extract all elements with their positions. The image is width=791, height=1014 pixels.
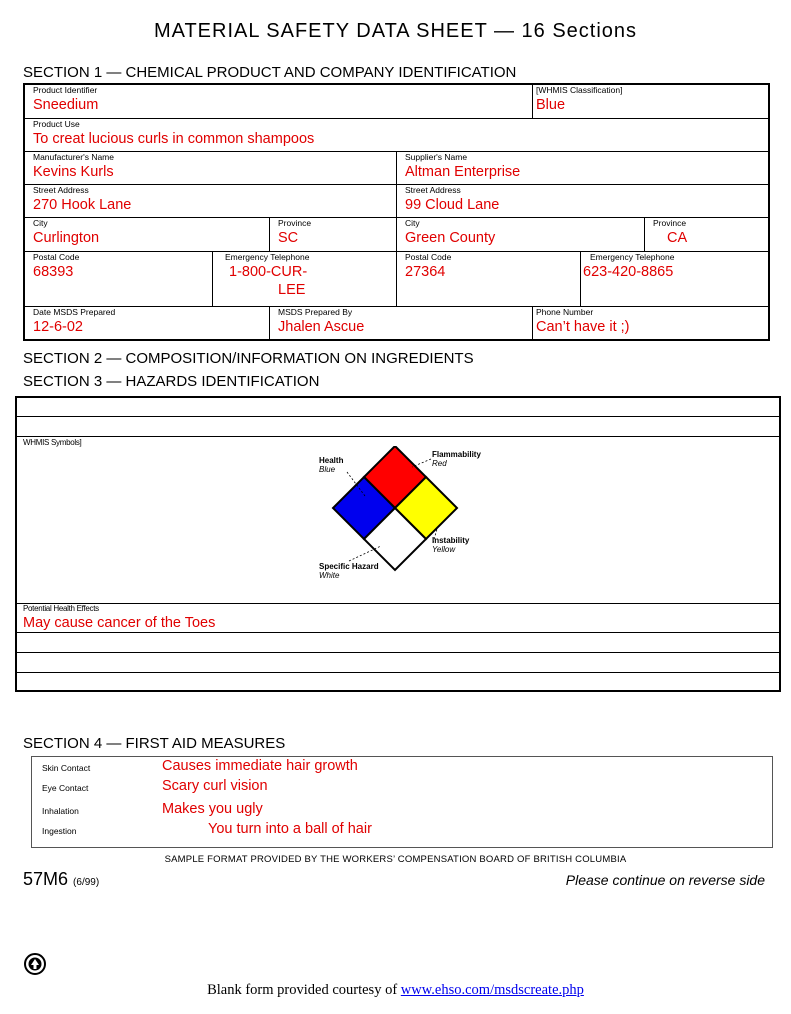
health-label: Health Blue xyxy=(319,456,344,474)
skin-contact-value[interactable]: Causes immediate hair growth xyxy=(162,758,358,774)
supplier-province-value: CA xyxy=(667,230,688,246)
supplier-name-label: Supplier's Name xyxy=(405,152,468,162)
manufacturer-city-cell[interactable] xyxy=(25,218,270,252)
manufacturer-province-value: SC xyxy=(278,230,299,246)
supplier-province-cell[interactable] xyxy=(645,218,768,252)
date-prepared-cell[interactable] xyxy=(25,307,270,339)
prepared-by-label: MSDS Prepared By xyxy=(278,307,353,317)
supplier-emergency-label: Emergency Telephone xyxy=(590,252,675,262)
section3-table xyxy=(15,396,781,692)
sample-format-note: SAMPLE FORMAT PROVIDED BY THE WORKERS’ COMPENSATION BOARD OF BRITISH COLUMBIA xyxy=(164,854,627,865)
prepared-by-value: Jhalen Ascue xyxy=(278,319,365,335)
inhalation-value[interactable]: Makes you ugly xyxy=(162,801,263,817)
ehso-link[interactable]: www.ehso.com/msdscreate.php xyxy=(400,982,584,998)
manufacturer-name-cell[interactable] xyxy=(25,152,397,185)
supplier-province-label: Province xyxy=(653,218,687,228)
ingestion-value[interactable]: You turn into a ball of hair xyxy=(208,821,372,837)
product-use-label: Product Use xyxy=(33,119,80,129)
manufacturer-name-label: Manufacturer's Name xyxy=(33,152,114,162)
manufacturer-street-label: Street Address xyxy=(33,185,89,195)
instability-label: Instability Yellow xyxy=(432,536,470,554)
date-prepared-label: Date MSDS Prepared xyxy=(33,307,116,317)
continue-note: Please continue on reverse side xyxy=(565,872,765,888)
skin-contact-label: Skin Contact xyxy=(42,763,91,773)
form-code: 57M6 (6/99) xyxy=(23,869,100,889)
health-effects-value[interactable]: May cause cancer of the Toes xyxy=(23,615,216,631)
manufacturer-province-cell[interactable] xyxy=(270,218,397,252)
section1-heading: SECTION 1 — CHEMICAL PRODUCT AND COMPANY IDENTIFICATION xyxy=(23,64,517,81)
page-title: MATERIAL SAFETY DATA SHEET — 16 Sections xyxy=(153,20,638,42)
manufacturer-city-value: Curlington xyxy=(33,230,100,246)
manufacturer-emergency-cell[interactable] xyxy=(213,252,397,307)
flammability-label: Flammability Red xyxy=(432,450,481,468)
manufacturer-postal-value: 68393 xyxy=(33,264,74,280)
supplier-city-value: Green County xyxy=(405,230,496,246)
whmis-symbols-label: WHMIS Symbols] xyxy=(23,438,82,447)
supplier-name-value: Altman Enterprise xyxy=(405,164,521,180)
section3-heading: SECTION 3 — HAZARDS IDENTIFICATION xyxy=(23,373,320,390)
manufacturer-emergency-label: Emergency Telephone xyxy=(225,252,310,262)
product-use-cell[interactable] xyxy=(25,119,768,152)
whmis-classification-cell[interactable] xyxy=(533,85,768,119)
supplier-street-label: Street Address xyxy=(405,185,461,195)
eye-contact-label: Eye Contact xyxy=(42,783,89,793)
product-use-value: To creat lucious curls in common shampoos xyxy=(33,131,315,147)
inhalation-label: Inhalation xyxy=(42,806,79,816)
manufacturer-street-cell[interactable] xyxy=(25,185,397,218)
whmis-classification-value: Blue xyxy=(536,97,566,113)
manufacturer-name-value: Kevins Kurls xyxy=(33,164,114,180)
product-identifier-label: Product Identifier xyxy=(33,85,98,95)
phone-number-cell[interactable] xyxy=(533,307,768,339)
ingestion-label: Ingestion xyxy=(42,826,77,836)
manufacturer-postal-cell[interactable] xyxy=(25,252,213,307)
manufacturer-emergency-value-1: 1-800-CUR- xyxy=(229,264,308,280)
section4-heading: SECTION 4 — FIRST AID MEASURES xyxy=(23,735,286,752)
specific-hazard-label: Specific Hazard White xyxy=(319,562,379,580)
health-effects-label: Potential Health Effects xyxy=(23,604,99,613)
supplier-emergency-value: 623-420-8865 xyxy=(583,264,674,280)
supplier-street-value: 99 Cloud Lane xyxy=(405,197,500,213)
recycle-logo-icon xyxy=(24,953,46,975)
date-prepared-value: 12-6-02 xyxy=(33,319,83,335)
section2-heading: SECTION 2 — COMPOSITION/INFORMATION ON INGREDIENTS xyxy=(23,350,474,367)
whmis-classification-label: [WHMIS Classification] xyxy=(536,85,623,95)
manufacturer-emergency-value-2: LEE xyxy=(278,282,306,298)
phone-number-label: Phone Number xyxy=(536,307,594,317)
manufacturer-street-value: 270 Hook Lane xyxy=(33,197,132,213)
phone-number-value: Can’t have it ;) xyxy=(536,319,630,335)
section1-table xyxy=(23,83,770,341)
product-identifier-value: Sneedium xyxy=(33,97,99,113)
eye-contact-value[interactable]: Scary curl vision xyxy=(162,778,268,794)
section4-table xyxy=(31,756,773,848)
supplier-postal-value: 27364 xyxy=(405,264,446,280)
manufacturer-province-label: Province xyxy=(278,218,312,228)
supplier-city-label: City xyxy=(405,218,420,228)
supplier-emergency-cell[interactable] xyxy=(581,252,768,307)
supplier-postal-cell[interactable] xyxy=(397,252,581,307)
form-date: (6/99) xyxy=(73,877,100,888)
prepared-by-cell[interactable] xyxy=(270,307,533,339)
supplier-postal-label: Postal Code xyxy=(405,252,452,262)
supplier-street-cell[interactable] xyxy=(397,185,768,218)
product-identifier-cell[interactable] xyxy=(25,85,533,119)
courtesy-note: Blank form provided courtesy of www.ehso.com/msdscreate.php xyxy=(207,982,584,998)
manufacturer-postal-label: Postal Code xyxy=(33,252,80,262)
manufacturer-city-label: City xyxy=(33,218,48,228)
supplier-name-cell[interactable] xyxy=(397,152,768,185)
supplier-city-cell[interactable] xyxy=(397,218,645,252)
